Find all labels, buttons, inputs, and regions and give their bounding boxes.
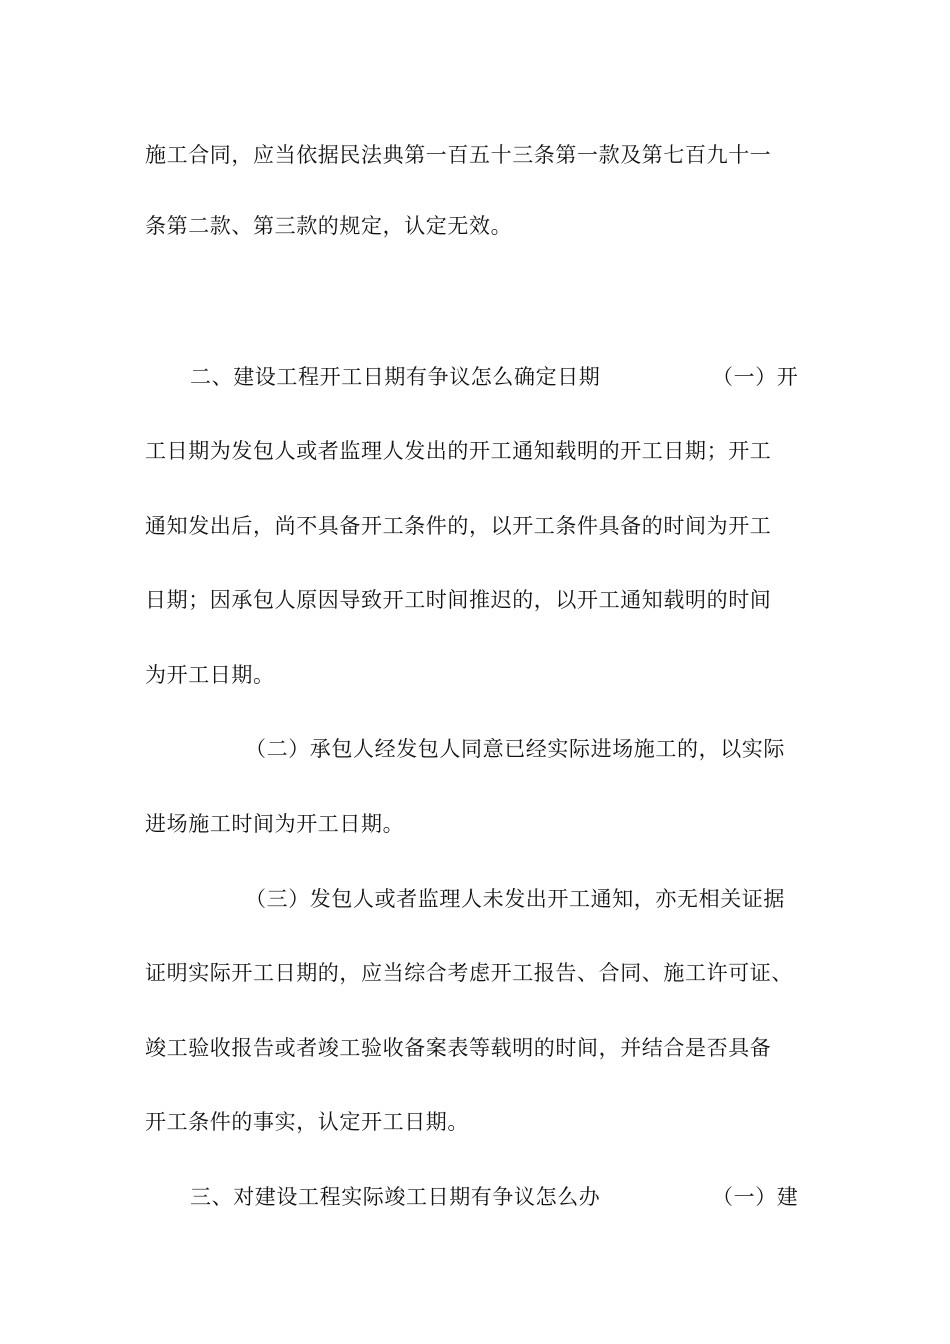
paragraph-line-1: 施工合同，应当依据民法典第一百五十三条第一款及第七百九十一 <box>145 143 772 167</box>
paragraph-line-3: 工日期为发包人或者监理人发出的开工通知载明的开工日期；开工 <box>145 439 772 463</box>
paragraph-line-5: 日期；因承包人原因导致开工时间推迟的，以开工通知载明的时间 <box>145 588 772 612</box>
subsection-3-line-2: 证明实际开工日期的，应当综合考虑开工报告、合同、施工许可证、 <box>145 961 793 985</box>
subsection-marker-2: （一）建 <box>712 1185 799 1209</box>
subsection-marker-1: （一）开 <box>712 365 799 389</box>
paragraph-line-6: 为开工日期。 <box>145 663 275 687</box>
subsection-3-line-1: （三）发包人或者监理人未发出开工通知，亦无相关证据 <box>245 887 785 911</box>
subsection-3-line-4: 开工条件的事实，认定开工日期。 <box>145 1110 469 1134</box>
subsection-2-line-1: （二）承包人经发包人同意已经实际进场施工的，以实际 <box>245 737 785 761</box>
subsection-2-line-2: 进场施工时间为开工日期。 <box>145 812 405 836</box>
section-heading-2: 二、建设工程开工日期有争议怎么确定日期 <box>190 365 601 389</box>
section-heading-3: 三、对建设工程实际竣工日期有争议怎么办 <box>190 1185 601 1209</box>
paragraph-line-2: 条第二款、第三款的规定，认定无效。 <box>145 214 513 238</box>
subsection-3-line-3: 竣工验收报告或者竣工验收备案表等载明的时间，并结合是否具备 <box>145 1036 772 1060</box>
paragraph-line-4: 通知发出后，尚不具备开工条件的，以开工条件具备的时间为开工 <box>145 514 772 538</box>
